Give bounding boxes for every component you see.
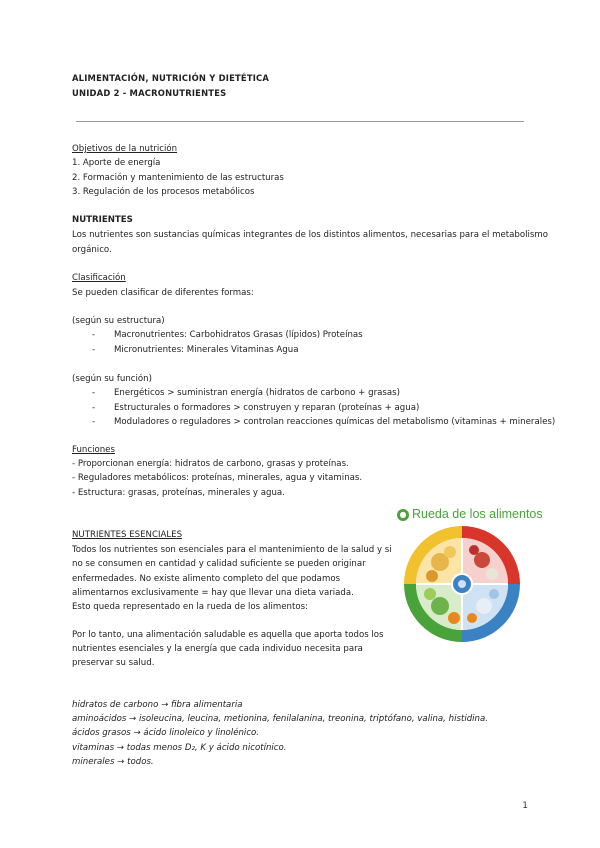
esenciales-text-line: nutrientes esenciales y la energía que cada individuo necesita para xyxy=(72,644,363,654)
funcion-item-text: Moduladores o reguladores > controlan reacciones químicas del metabolismo (vitaminas + minerales) xyxy=(114,417,556,427)
esenciales-text-line: Por lo tanto, una alimentación saludable es aquella que aporta todos los xyxy=(72,630,384,640)
rueda-title xyxy=(397,507,543,522)
funcion-item-text: Energéticos > suministran energía (hidratos de carbono + grasas) xyxy=(114,388,400,398)
funciones-heading: Funciones xyxy=(72,445,115,455)
estructura-label: (según su estructura) xyxy=(72,316,165,326)
header-subtitle: UNIDAD 2 - MACRONUTRIENTES xyxy=(72,88,227,98)
food-wheel-image xyxy=(396,524,528,644)
esencial-list-item: vitaminas → todas menos D₂, K y ácido nicotínico. xyxy=(72,743,287,753)
list-dash: - xyxy=(92,345,96,355)
esenciales-text-line: no se consumen en cantidad y calidad suficiente se pueden originar xyxy=(72,559,366,569)
funciones-item: - Estructura: grasas, proteínas, minerales y agua. xyxy=(72,488,285,498)
objetivo-item: 2. Formación y mantenimiento de las estructuras xyxy=(72,173,284,183)
funcion-item-text: Estructurales o formadores > construyen y reparan (proteínas + agua) xyxy=(114,403,420,413)
esenciales-heading: NUTRIENTES ESENCIALES xyxy=(72,530,183,540)
esenciales-text-line: preservar su salud. xyxy=(72,658,155,668)
page-number: 1 xyxy=(522,801,528,811)
nutrientes-heading: NUTRIENTES xyxy=(72,215,133,225)
funcion-item xyxy=(92,401,419,416)
estructura-item-text: Macronutrientes: Carbohidratos Grasas (lípidos) Proteínas xyxy=(114,330,363,340)
esencial-list-item: hidratos de carbono → fibra alimentaria xyxy=(72,700,243,710)
esencial-list-item: ácidos grasos → ácido linoleico y linolénico. xyxy=(72,728,260,738)
estructura-item-text: Micronutrientes: Minerales Vitaminas Agua xyxy=(114,345,299,355)
objetivo-item: 3. Regulación de los procesos metabólicos xyxy=(72,187,255,197)
funciones-item: - Reguladores metabólicos: proteínas, minerales, agua y vitaminas. xyxy=(72,473,363,483)
esencial-list-item: aminoácidos → isoleucina, leucina, metionina, fenilalanina, treonina, triptófano, valina, histidina. xyxy=(72,714,489,724)
funcion-item xyxy=(92,415,555,430)
list-dash: - xyxy=(92,388,96,398)
esenciales-text-line: alimentarnos exclusivamente = hay que llevar una dieta variada. xyxy=(72,588,354,598)
funciones-item: - Proporcionan energía: hidratos de carbono, grasas y proteínas. xyxy=(72,459,349,469)
header-title: ALIMENTACIÓN, NUTRICIÓN Y DIETÉTICA xyxy=(72,73,270,83)
funcion-item xyxy=(92,386,400,401)
esenciales-text-line: Todos los nutrientes son esenciales para el mantenimiento de la salud y si xyxy=(72,545,392,555)
clasificacion-heading: Clasificación xyxy=(72,273,126,283)
funcion-label: (según su función) xyxy=(72,374,152,384)
clasificacion-intro: Se pueden clasificar de diferentes formas: xyxy=(72,288,254,298)
objetivo-item: 1. Aporte de energía xyxy=(72,158,161,168)
estructura-item xyxy=(92,328,363,343)
estructura-item xyxy=(92,343,298,358)
esenciales-text-line: Esto queda representado en la rueda de los alimentos: xyxy=(72,602,308,612)
list-dash: - xyxy=(92,417,96,427)
leaf-icon: ● xyxy=(397,509,409,521)
objetivos-heading: Objetivos de la nutrición xyxy=(72,144,178,154)
rueda-title-text: Rueda de los alimentos xyxy=(412,507,543,521)
list-dash: - xyxy=(92,330,96,340)
header-divider xyxy=(76,121,524,122)
esencial-list-item: minerales → todos. xyxy=(72,757,154,767)
document-page xyxy=(72,0,556,848)
nutrientes-text-line: orgánico. xyxy=(72,245,112,255)
nutrientes-text-line: Los nutrientes son sustancias químicas integrantes de los distintos alimentos, necesarias para el metabolismo xyxy=(72,230,549,240)
list-dash: - xyxy=(92,403,96,413)
esenciales-text-line: enfermedades. No existe alimento completo del que podamos xyxy=(72,574,341,584)
